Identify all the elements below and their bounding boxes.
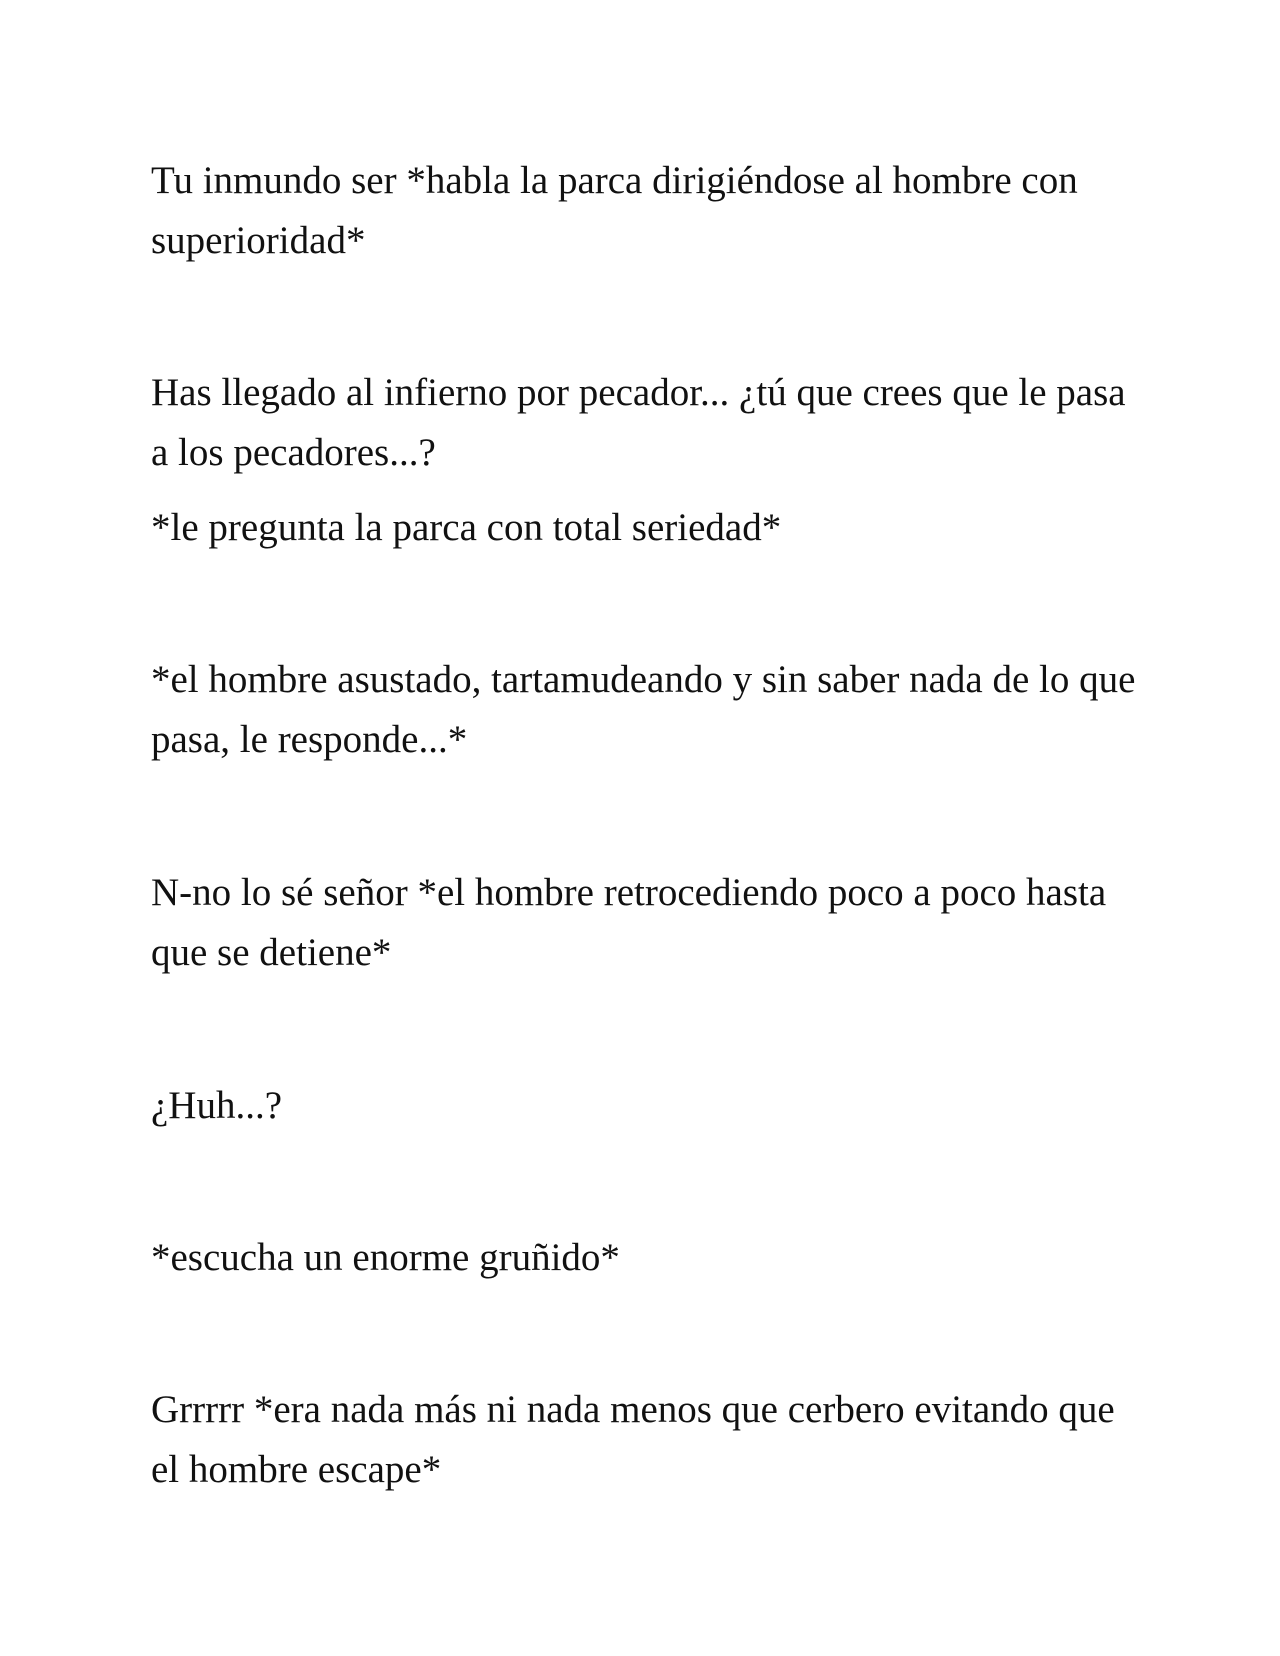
paragraph-narration-4: Grrrrr *era nada más ni nada menos que cerbero evitando que el hombre escape* (151, 1388, 1115, 1491)
paragraph-narration-2: *el hombre asustado, tartamudeando y sin saber nada de lo que pasa, le responde...* (151, 658, 1136, 761)
paragraph-narration-3: *escucha un enorme gruñido* (151, 1236, 620, 1279)
paragraph-narration-1: *le pregunta la parca con total seriedad* (151, 506, 782, 549)
paragraph-dialogue-parca-1: Tu inmundo ser *habla la parca dirigiéndose al hombre con superioridad* (151, 159, 1078, 262)
paragraph-dialogue-parca-2: Has llegado al infierno por pecador... ¿tú que crees que le pasa a los pecadores...? (151, 371, 1126, 474)
paragraph-exclamation: ¿Huh...? (151, 1084, 283, 1127)
paragraph-dialogue-hombre: N-no lo sé señor *el hombre retrocediendo poco a poco hasta que se detiene* (151, 871, 1107, 974)
